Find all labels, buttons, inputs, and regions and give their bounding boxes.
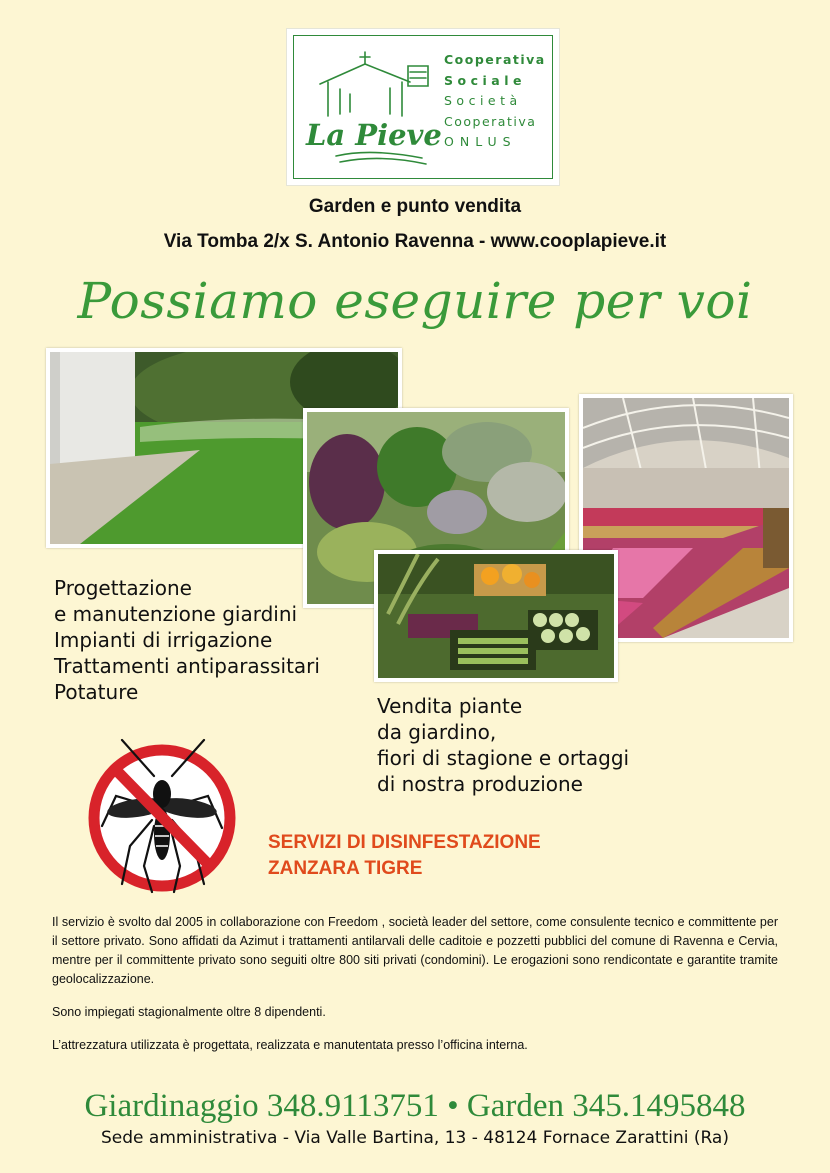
services-left-list xyxy=(54,575,320,705)
logo-line-2: Sociale xyxy=(444,72,526,88)
logo xyxy=(286,28,560,186)
body-paragraph-3: L’attrezzatura utilizzata è progettata, realizzata e manutentata presso l’officina interna. xyxy=(52,1038,528,1052)
service-item: Impianti di irrigazione xyxy=(54,628,273,652)
vegetables-photo xyxy=(374,550,618,682)
logo-frame xyxy=(293,35,553,179)
disinfestation-title xyxy=(268,830,541,882)
address: Sede amministrativa - Via Valle Bartina, 13 - 48124 Fornace Zarattini (Ra) xyxy=(101,1128,729,1148)
body-paragraph-2: Sono impiegati stagionalmente oltre 8 dipendenti. xyxy=(52,1005,326,1019)
logo-line-3: Società xyxy=(444,93,522,108)
no-mosquito-icon xyxy=(82,736,246,896)
sales-item: Vendita piante xyxy=(377,694,523,718)
header-line-2: Via Tomba 2/x S. Antonio Ravenna - www.cooplapieve.it xyxy=(163,231,667,252)
service-item: Trattamenti antiparassitari xyxy=(54,654,320,678)
service-item: Potature xyxy=(54,680,139,704)
body-paragraph-1: Il servizio è svolto dal 2005 in collaborazione con Freedom , società leader del settore, come consulente tecnico e committente per il settore privato. Sono affidati da Azimut i trattamenti antilarvali delle caditoie e pozzetti pubblici del comune di Ravenna e Cervia, mentre per il committente privato sono seguiti oltre 800 siti privati (condomini). Le erogazioni sono rendicontate e garantite tramite geolocalizzazione. xyxy=(52,915,778,986)
sales-item: di nostra produzione xyxy=(377,772,583,796)
logo-brand: La Pieve xyxy=(306,118,442,152)
disinfestation-line-1: SERVIZI DI DISINFESTAZIONE xyxy=(268,832,541,853)
vegetables-image xyxy=(378,554,614,678)
service-item: e manutenzione giardini xyxy=(54,602,298,626)
sales-item: fiori di stagione e ortaggi xyxy=(377,746,630,770)
phone-numbers: Giardinaggio 348.9113751 • Garden 345.1495848 xyxy=(84,1088,746,1124)
logo-side-text xyxy=(444,50,546,153)
logo-line-5: ONLUS xyxy=(444,134,517,149)
sales-item: da giardino, xyxy=(377,720,497,744)
disinfestation-line-2: ZANZARA TIGRE xyxy=(268,858,423,879)
header-line-1: Garden e punto vendita xyxy=(308,196,522,217)
body-text xyxy=(52,913,778,1069)
tagline: Possiamo eseguire per voi xyxy=(77,272,753,330)
logo-line-4: Cooperativa xyxy=(444,113,537,129)
services-right-list xyxy=(377,693,629,797)
service-item: Progettazione xyxy=(54,576,192,600)
logo-line-1: Cooperativa xyxy=(444,52,546,67)
